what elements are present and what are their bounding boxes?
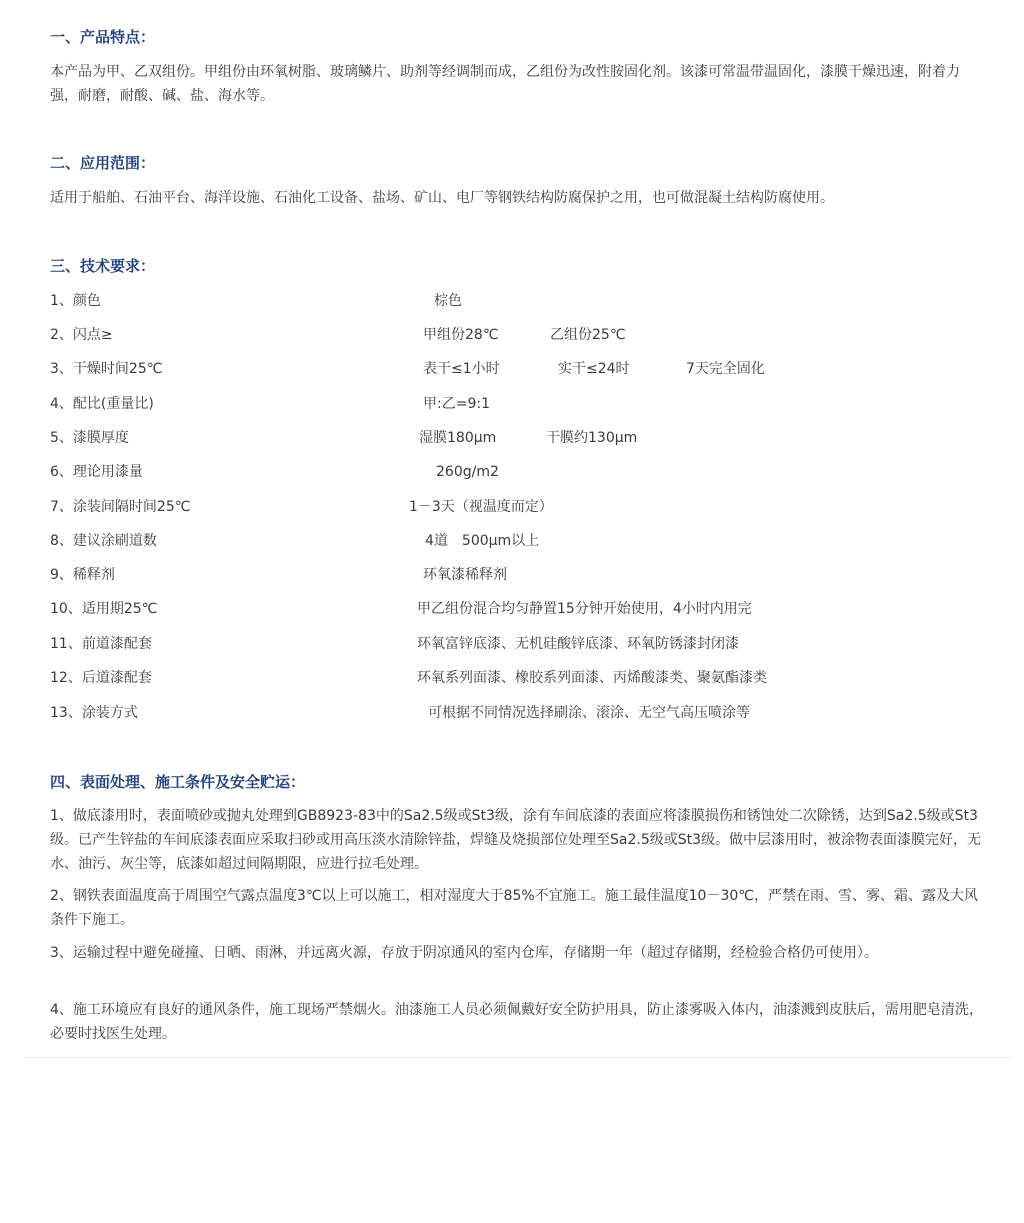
treatment-paragraph: 1、做底漆用时，表面喷砂或抛丸处理到GB8923-83中的Sa2.5级或St3级，涂有车间底漆的表面应将漆膜损伤和锈蚀处二次除锈，达到Sa2.5级或St3级。已产生锌盐的车间底漆表面应采取扫砂或用高压淡水清除锌盐，焊缝及烧损部位处理至Sa2.5级或St3级。做中层漆用时，被涂物表面漆膜完好，无水、油污、灰尘等，底漆如超过间隔期限，应进行拉毛处理。 [50, 808, 982, 872]
spec-row [50, 324, 985, 346]
spec-row [50, 530, 985, 552]
applications-paragraph: 适用于船舶、石油平台、海洋设施、石油化工设备、盐场、矿山、电厂等钢铁结构防腐保护之用，也可做混凝土结构防腐使用。 [50, 190, 834, 206]
spec-value: 干膜约130μm [546, 430, 638, 446]
spec-value: 1－3天（视温度而定） [409, 499, 553, 515]
spec-label: 12、后道漆配套 [50, 670, 152, 686]
spec-value: 环氧富锌底漆、无机硅酸锌底漆、环氧防锈漆封闭漆 [417, 636, 739, 652]
spec-label: 11、前道漆配套 [50, 636, 152, 652]
spec-value: 甲:乙=9:1 [423, 396, 490, 412]
features-paragraph: 本产品为甲、乙双组份。甲组份由环氧树脂、玻璃鳞片、助剂等经调制而成，乙组份为改性胺固化剂。该漆可常温带温固化，漆膜干燥迅速，附着力强，耐磨，耐酸、碱、盐、海水等。 [50, 64, 960, 104]
spec-row [50, 564, 985, 586]
spec-label: 1、颜色 [50, 293, 101, 309]
spec-row [50, 667, 985, 689]
spec-value: 棕色 [434, 293, 462, 309]
spec-value: 乙组份25℃ [550, 327, 626, 343]
spec-row [50, 496, 985, 518]
divider [25, 1057, 1012, 1058]
spec-row [50, 358, 985, 380]
spec-value: 湿膜180μm [419, 430, 497, 446]
spec-label: 10、适用期25℃ [50, 601, 158, 617]
spec-row [50, 290, 985, 312]
spec-value: 甲乙组份混合均匀静置15分钟开始使用，4小时内用完 [417, 601, 752, 617]
spec-value: 260g/m2 [436, 464, 499, 480]
section-title-applications: 二、应用范围： [50, 154, 156, 172]
spec-value: 可根据不同情况选择刷涂、滚涂、无空气高压喷涂等 [428, 705, 750, 721]
spec-label: 2、闪点≥ [50, 327, 113, 343]
spec-row [50, 633, 985, 655]
spec-label: 9、稀释剂 [50, 567, 115, 583]
spec-label: 5、漆膜厚度 [50, 430, 129, 446]
treatment-paragraph: 4、施工环境应有良好的通风条件，施工现场严禁烟火。油漆施工人员必须佩戴好安全防护用具，防止漆雾吸入体内，油漆溅到皮肤后，需用肥皂清洗，必要时找医生处理。 [50, 1002, 983, 1042]
treatment-paragraph: 3、运输过程中避免碰撞、日晒、雨淋，并远离火源，存放于阴凉通风的室内仓库，存储期一年（超过存储期，经检验合格仍可使用）。 [50, 945, 878, 961]
spec-row [50, 598, 985, 620]
spec-row [50, 393, 985, 415]
spec-value: 实干≤24时 [558, 361, 630, 377]
spec-label: 3、干燥时间25℃ [50, 361, 163, 377]
spec-value: 环氧漆稀释剂 [423, 567, 507, 583]
spec-row [50, 702, 985, 724]
section-title-features: 一、产品特点： [50, 28, 156, 46]
spec-label: 7、涂装间隔时间25℃ [50, 499, 191, 515]
spec-row [50, 427, 985, 449]
spec-label: 4、配比(重量比) [50, 396, 154, 412]
spec-row [50, 461, 985, 483]
spec-label: 6、理论用漆量 [50, 464, 143, 480]
spec-value: 表干≤1小时 [423, 361, 500, 377]
treatment-paragraph: 2、钢铁表面温度高于周围空气露点温度3℃以上可以施工，相对湿度大于85%不宜施工。施工最佳温度10－30℃，严禁在雨、雪、雾、霜、露及大风条件下施工。 [50, 888, 979, 928]
spec-label: 13、涂装方式 [50, 705, 138, 721]
spec-value: 7天完全固化 [686, 361, 765, 377]
section-title-specs: 三、技术要求： [50, 257, 156, 275]
spec-value: 环氧系列面漆、橡胶系列面漆、丙烯酸漆类、聚氨酯漆类 [417, 670, 767, 686]
spec-value: 甲组份28℃ [423, 327, 499, 343]
spec-label: 8、建议涂刷道数 [50, 533, 157, 549]
spec-value: 4道 500μm以上 [425, 533, 540, 549]
section-title-surface-treatment: 四、表面处理、施工条件及安全贮运： [50, 773, 306, 791]
